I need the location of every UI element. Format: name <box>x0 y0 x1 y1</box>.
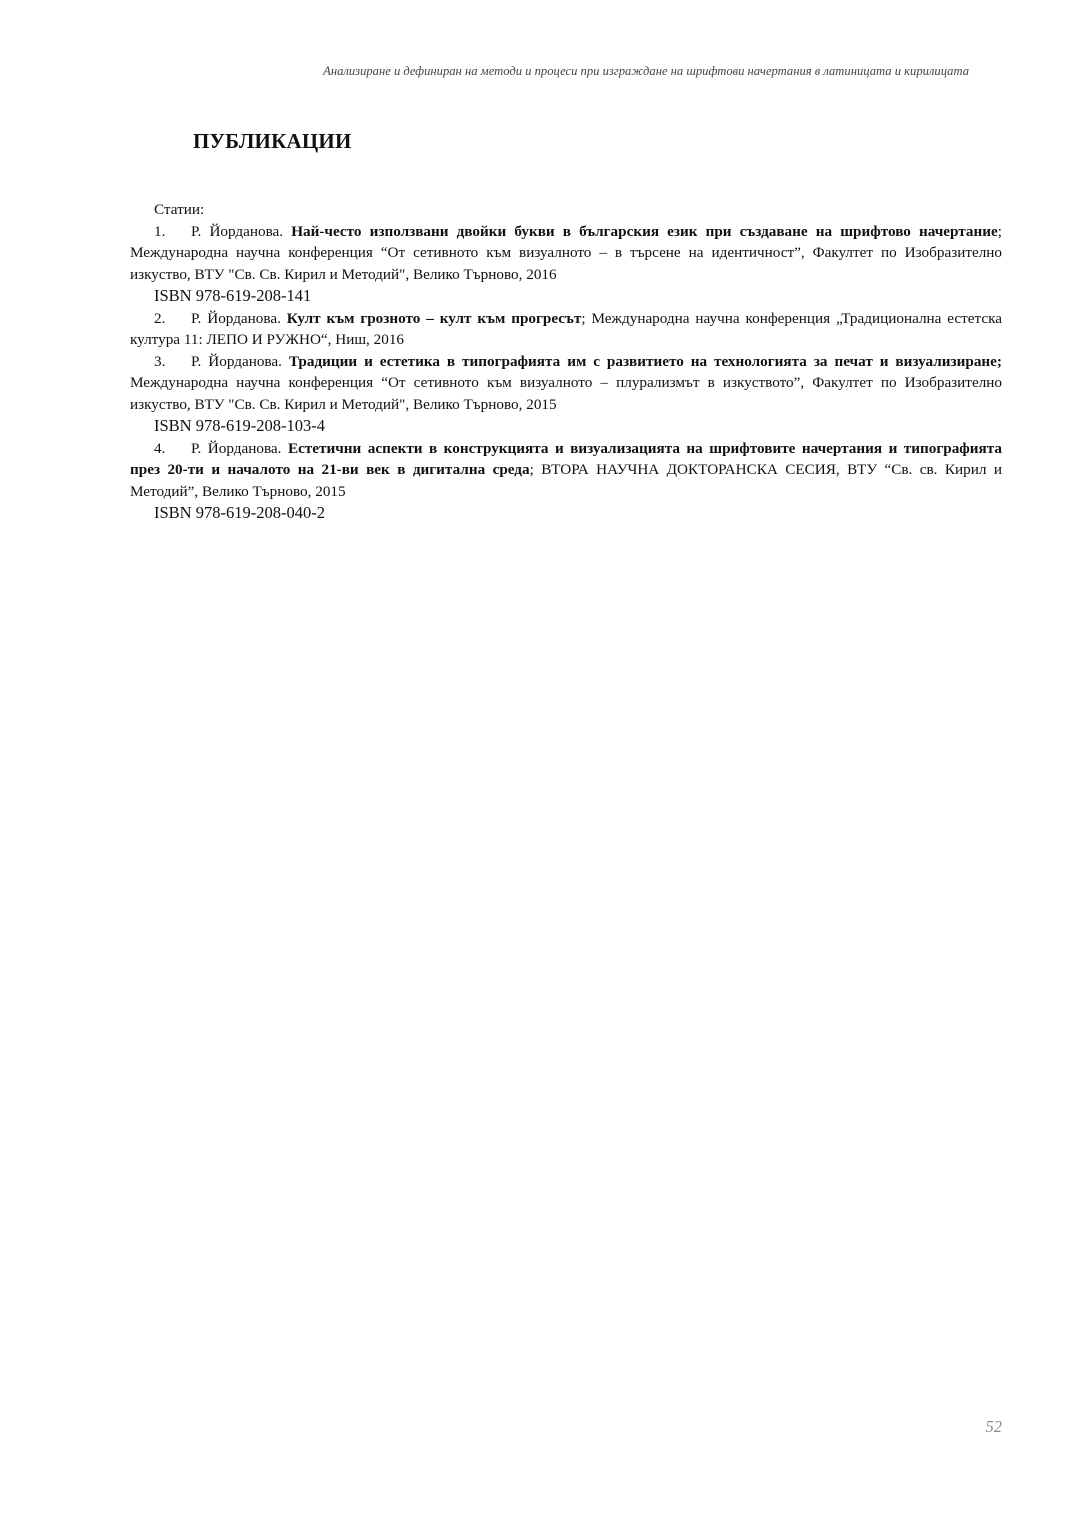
publication-title: Естетични аспекти в конструкцията и визуализацията на шрифтовите начертания и типографията през 20-ти и началото на 21-ви век в дигитална среда <box>130 439 1003 478</box>
page-title: ПУБЛИКАЦИИ <box>193 129 352 153</box>
publication-author: Р. Йорданова. <box>191 309 287 327</box>
publication-number: 4. <box>154 439 166 457</box>
publication-title: Традиции и естетика в типографията им с развитието на технологията за печат и визуализиране; <box>288 352 1002 370</box>
page-number: 52 <box>985 1417 1002 1436</box>
publication-item-1 <box>130 221 1002 286</box>
publication-item-2 <box>130 308 1002 351</box>
publication-details: ; ВТОРА НАУЧНА ДОКТОРАНСКА СЕСИЯ, ВТУ “Св. св. Кирил и Методий”, Велико Търново, 2015 <box>130 461 1002 500</box>
publications-section <box>130 199 1002 525</box>
publication-author: Р. Йорданова. <box>191 439 288 457</box>
publication-isbn: ISBN 978-619-208-040-2 <box>154 503 325 522</box>
publication-isbn: ISBN 978-619-208-103-4 <box>154 416 325 435</box>
publication-number: 2. <box>154 309 166 327</box>
publication-item-4 <box>130 438 1002 503</box>
publication-title: Култ към грозното – култ към прогресът <box>286 309 582 327</box>
publication-details: ; Международна научна конференция “От сетивното към визуалното – в търсене на идентичност”, Факултет по Изобразително изкуство, ВТУ "Св. Св. Кирил и Методий", Велико Търново, 2016 <box>130 222 1002 283</box>
publication-item-3 <box>130 351 1002 416</box>
publication-details: Международна научна конференция “От сетивното към визуалното – плурализмът в изкуството”, Факултет по Изобразително изкуство, ВТУ "Св. Св. Кирил и Методий", Велико Търново, 2015 <box>130 374 1002 413</box>
publication-title: Най-често използвани двойки букви в българския език при създаване на шрифтово начертание <box>291 222 998 240</box>
section-label: Статии: <box>154 201 205 218</box>
publication-details: ; Международна научна конференция „Традиционална естетска култура 11: ЛЕПО И РУЖНО“, Ниш, 2016 <box>130 309 1002 348</box>
publication-number: 3. <box>154 352 166 370</box>
publication-number: 1. <box>154 222 166 240</box>
publication-isbn: ISBN 978-619-208-141 <box>154 286 312 305</box>
running-header: Анализиране и дефиниран на методи и процеси при изграждане на шрифтови начертания в латиницата и кирилицата <box>323 64 969 78</box>
publication-author: Р. Йорданова. <box>191 222 292 240</box>
publication-author: Р. Йорданова. <box>191 352 289 370</box>
